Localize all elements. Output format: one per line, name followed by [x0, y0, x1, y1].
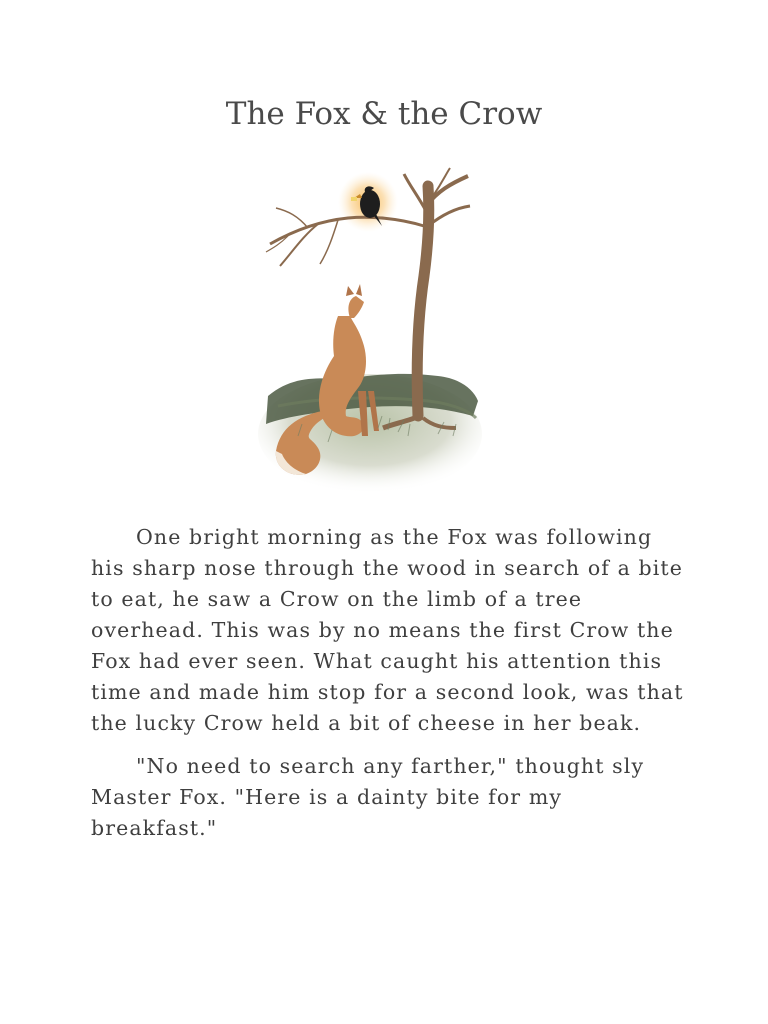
story-paragraph-1: One bright morning as the Fox was following his sharp nose through the wood in search of a bite to eat, he saw a Crow on the limb of a tree overhead. This was by no means the first Crow the Fox had ever seen. What caught his attention this time and made him stop for a second look, was that the lucky Crow held a bit of cheese in her beak. [91, 525, 684, 735]
story-text [91, 522, 691, 844]
fox-crow-illustration [258, 166, 482, 496]
page-title: The Fox & the Crow [225, 96, 543, 132]
story-paragraph-2: "No need to search any farther," thought sly Master Fox. "Here is a dainty bite for my breakfast." [91, 754, 645, 840]
